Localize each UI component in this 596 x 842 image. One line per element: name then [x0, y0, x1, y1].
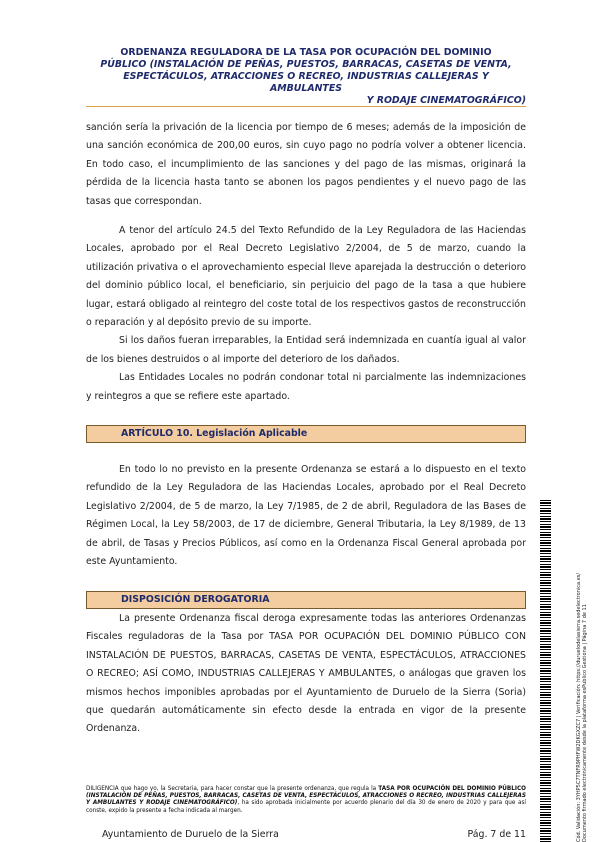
paragraph-derogatoria: La presente Ordenanza fiscal deroga expresamente todas las anteriores Ordenanzas Fiscales reguladoras de la Tasa por TASA POR OCUPACIÓN DEL DOMINIO PÚBLICO CON INSTALACIÓN DE PUESTOS, BARRACAS, CASETAS DE VENTA, ESPECTÁCULOS, ATRACCIONES O RECREO; ASÍ COMO, INDUSTRIAS CALLEJERAS Y AMBULANTES, o análogas que graven los mismos hechos imponibles aprobadas por el Ayuntamiento de Duruelo de la Sierra (Soria) que quedarán automáticamente sin efecto desde la entrada en vigor de la presente Ordenanza.: [86, 613, 526, 735]
footnote-bold: TASA POR OCUPACIÓN DEL DOMINIO PÚBLICO: [378, 786, 526, 792]
section-heading-derogatoria: DISPOSICIÓN DEROGATORIA: [86, 591, 526, 609]
header-line-2: PÚBLICO (INSTALACIÓN DE PEÑAS, PUESTOS, BARRACAS, CASETAS DE VENTA,: [100, 59, 512, 70]
validation-line-1: Cód. Validación: 3YHP5C7TNFR9PHFW2DKGXZC7 | Verificación: https://duruelodelasierra.sedelectronica.es/: [576, 572, 582, 842]
diligencia-footnote: [86, 786, 526, 815]
paragraph-condonar: Las Entidades Locales no podrán condonar total ni parcialmente las indemnizaciones y reintegros a que se refiere este apartado.: [86, 372, 526, 402]
footnote-lead: DILIGENCIA que hago yo, la Secretaria, para hacer constar que la presente ordenanza, que regula la: [86, 786, 379, 792]
validation-side-text: [576, 502, 588, 842]
footer-page-number: Pág. 7 de 11: [467, 829, 526, 840]
header-line-4: Y RODAJE CINEMATOGRÁFICO): [366, 95, 526, 106]
paragraph-danos: Si los daños fueran irreparables, la Entidad será indemnizada en cuantía igual al valor de los bienes destruidos o al importe del deterioro de los dañados.: [86, 335, 526, 365]
header-line-3: ESPECTÁCULOS, ATRACCIONES O RECREO, INDUSTRIAS CALLEJERAS Y AMBULANTES: [123, 71, 489, 94]
section-body-derogatoria: [86, 610, 526, 739]
section-heading-articulo-10: ARTÍCULO 10. Legislación Aplicable: [86, 425, 526, 443]
barcode-icon: [540, 500, 551, 842]
page-footer: [86, 829, 526, 841]
footer-organization: Ayuntamiento de Duruelo de la Sierra: [102, 829, 279, 840]
document-header: [86, 47, 526, 107]
header-divider: [86, 106, 526, 107]
paragraph-tenor: A tenor del artículo 24.5 del Texto Refundido de la Ley Reguladora de las Haciendas Locales, aprobado por el Real Decreto Legislativo 2/2004, de 5 de marzo, cuando la utilización privativa o el aprovechamiento especial lleve aparejada la destrucción o deterioro del dominio público local, el beneficiario, sin perjuicio del pago de la tasa a que hubiere lugar, estará obligado al reintegro del coste total de los respectivos gastos de reconstrucción o reparación y al depósito previo de su importe.: [86, 225, 526, 329]
section-body-articulo-10: [86, 461, 526, 571]
footnote-italic: (INSTALACIÓN DE PEÑAS, PUESTOS, BARRACAS, CASETAS DE VENTA, ESPECTÁCULOS, ATRACCIONES O RECREO, INDUSTRIAS CALLEJERAS Y AMBULANTES Y RODAJE CINEMATOGRÁFICO): [86, 793, 526, 807]
validation-line-2: Documento firmado electrónicamente desde la plataforma esPublico Gestiona | Página 7 de 11: [582, 604, 588, 842]
header-line-1: ORDENANZA REGULADORA DE LA TASA POR OCUPACIÓN DEL DOMINIO: [120, 47, 492, 58]
paragraph-sancion: sanción sería la privación de la licencia por tiempo de 6 meses; además de la imposición de una sanción económica de 200,00 euros, sin cuyo pago no podría volver a obtener licencia. En todo caso, el incumplimiento de las sanciones y del pago de las mismas, originará la pérdida de la licencia hasta tanto se abonen los pagos pendientes y el nuevo pago de las tasas que correspondan.: [86, 122, 526, 207]
body-text: [86, 119, 526, 406]
paragraph-legislacion: En todo lo no previsto en la presente Ordenanza se estará a lo dispuesto en el texto refundido de la Ley Reguladora de las Haciendas Locales, aprobado por el Real Decreto Legislativo 2/2004, de 5 de marzo, la Ley 7/1985, de 2 de abril, Reguladora de las Bases de Régimen Local, la Ley 58/2003, de 17 de diciembre, General Tributaria, la Ley 8/1989, de 13 de abril, de Tasas y Precios Públicos, así como en la Ordenanza Fiscal General aprobada por este Ayuntamiento.: [86, 464, 526, 568]
footnote-rest: , ha sido aprobada inicialmente por acuerdo plenario del día 30 de enero de 2020 y para que así conste, expido la presente a fecha indicada al margen.: [86, 800, 526, 814]
